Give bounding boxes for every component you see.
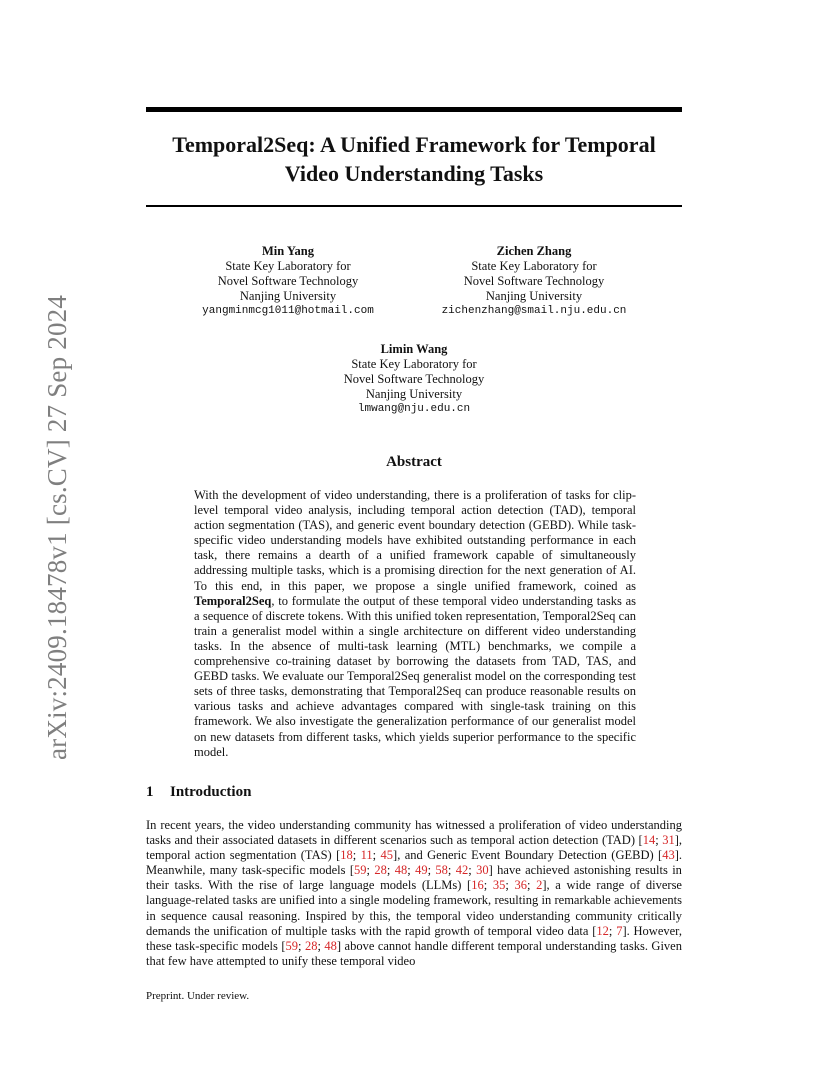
paper-title — [146, 130, 682, 188]
citation-link[interactable]: 45 — [380, 848, 394, 863]
citation-sep: ; — [655, 833, 663, 848]
abstract-text: With the development of video understanding, there is a proliferation of tasks for clip-level temporal video analysis, including temporal action detection (TAD), temporal action segmentation (TAS), and generic event boundary detection (GEBD). While task-specific video understanding models have exhibited outstanding performance in each task, there remains a dearth of a unified framework capable of simultaneously addressing multiple tasks, which is a promising direction for the next generation of AI. To this end, in this paper, we propose a single unified framework, coined as — [194, 488, 636, 593]
citation-link[interactable]: 59 — [354, 863, 367, 878]
author-affiliation: Nanjing University — [485, 289, 583, 303]
section-number: 1 — [146, 784, 154, 800]
title-rule-bottom — [146, 205, 682, 207]
citation-link[interactable]: 30 — [476, 863, 489, 878]
citation-link[interactable]: 12 — [596, 923, 609, 938]
abstract-heading: Abstract — [386, 454, 442, 470]
citation-link[interactable]: 28 — [304, 938, 318, 953]
citation-sep: ; — [407, 863, 416, 878]
citation-link[interactable]: 2 — [536, 878, 543, 893]
citation-link[interactable]: 11 — [360, 848, 373, 863]
citation-sep: ; — [526, 878, 537, 893]
author-affiliation: Nanjing University — [239, 289, 337, 303]
title-line-2: Video Understanding Tasks — [284, 161, 544, 186]
author-affiliation: State Key Laboratory for — [225, 259, 351, 273]
citation-sep: ; — [608, 923, 617, 938]
intro-text: ]. However, these task-specific models [ — [146, 923, 682, 953]
author-block-3 — [294, 342, 534, 417]
intro-text: In recent years, the video understanding community has witnessed a proliferation of video understanding tasks and their associated datasets in different scenarios such as temporal action detection (TAD) [ — [146, 818, 682, 848]
citation-link[interactable]: 7 — [616, 923, 623, 938]
author-block-2 — [414, 244, 654, 319]
citation-link[interactable]: 14 — [642, 833, 656, 848]
title-rule-top — [146, 107, 682, 112]
citation-sep: ; — [372, 848, 381, 863]
intro-text: ], temporal action segmentation (TAS) [ — [146, 833, 682, 863]
author-affiliation: Novel Software Technology — [217, 274, 359, 288]
citation-sep: ; — [317, 938, 325, 953]
intro-text: ], and Generic Event Boundary Detection (GEBD) [ — [393, 848, 663, 863]
citation-sep: ; — [298, 938, 305, 953]
arxiv-stamp: arXiv:2409.18478v1 [cs.CV] 27 Sep 2024 — [42, 294, 72, 760]
citation-sep: ; — [352, 848, 361, 863]
citation-link[interactable]: 31 — [662, 833, 675, 848]
author-affiliation: State Key Laboratory for — [471, 259, 597, 273]
citation-link[interactable]: 35 — [492, 878, 506, 893]
footer-note: Preprint. Under review. — [146, 990, 250, 1002]
author-affiliation: Nanjing University — [365, 387, 463, 401]
citation-sep: ; — [483, 878, 493, 893]
abstract-body — [194, 488, 636, 760]
title-line-1: Temporal2Seq: A Unified Framework for Temporal — [172, 132, 656, 157]
citation-sep: ; — [447, 863, 456, 878]
abstract-text: , to formulate the output of these temporal video understanding tasks as a sequence of discrete tokens. With this unified token representation, Temporal2Seq can train a generalist model within a single architecture on different video understanding tasks. In the absence of multi-task learning (MTL) benchmarks, we compile a comprehensive co-training dataset by borrowing the datasets from TAD, TAS, and GEBD tasks. We evaluate our Temporal2Seq generalist model on the corresponding test sets of three tasks, demonstrating that Temporal2Seq can produce reasonable results on various tasks and achieve advantages compared with single-task training on this framework. We also investigate the generalization performance of our generalist model on new datasets from different tasks, which yields superior performance to the specific model. — [194, 593, 636, 759]
author-name: Min Yang — [262, 244, 314, 258]
author-email[interactable]: yangminmcg1011@hotmail.com — [202, 305, 374, 317]
author-block-1 — [168, 244, 408, 319]
intro-text: ]. Meanwhile, many task-specific models [ — [146, 848, 682, 878]
author-name: Limin Wang — [380, 342, 448, 356]
author-email[interactable]: lmwang@nju.edu.cn — [357, 403, 471, 415]
author-affiliation: Novel Software Technology — [343, 372, 485, 386]
citation-sep: ; — [468, 863, 477, 878]
citation-link[interactable]: 18 — [340, 848, 353, 863]
citation-link[interactable]: 16 — [471, 878, 484, 893]
introduction-paragraph — [146, 818, 682, 969]
author-affiliation: Novel Software Technology — [463, 274, 605, 288]
citation-sep: ; — [505, 878, 515, 893]
citation-link[interactable]: 43 — [662, 848, 675, 863]
citation-link[interactable]: 48 — [394, 863, 408, 878]
citation-link[interactable]: 59 — [285, 938, 299, 953]
intro-text: ] have achieved astonishing results in their tasks. With the rise of large language models (LLMs) [ — [146, 863, 682, 893]
citation-sep: ; — [427, 863, 436, 878]
abstract-bold-name: Temporal2Seq — [194, 593, 272, 608]
intro-text: ], a wide range of diverse language-related tasks are unified into a single modeling framework, resulting in remarkable achievements in sequence causal reasoning. Inspired by this, the temporal video understanding community critically demands the unification of multiple tasks with the rapid growth of temporal video data [ — [146, 878, 682, 938]
intro-text: ] above cannot handle different temporal understanding tasks. Given that few have attempted to unify these temporal video — [146, 938, 682, 968]
citation-sep: ; — [386, 863, 395, 878]
author-affiliation: State Key Laboratory for — [351, 357, 477, 371]
citation-link[interactable]: 36 — [514, 878, 527, 893]
citation-sep: ; — [366, 863, 375, 878]
citation-link[interactable]: 58 — [435, 863, 448, 878]
citation-link[interactable]: 48 — [324, 938, 337, 953]
section-heading — [146, 784, 251, 801]
author-name: Zichen Zhang — [496, 244, 572, 258]
citation-link[interactable]: 42 — [455, 863, 469, 878]
author-email[interactable]: zichenzhang@smail.nju.edu.cn — [441, 305, 627, 317]
citation-link[interactable]: 28 — [374, 863, 387, 878]
citation-link[interactable]: 49 — [415, 863, 428, 878]
section-title: Introduction — [170, 784, 252, 800]
